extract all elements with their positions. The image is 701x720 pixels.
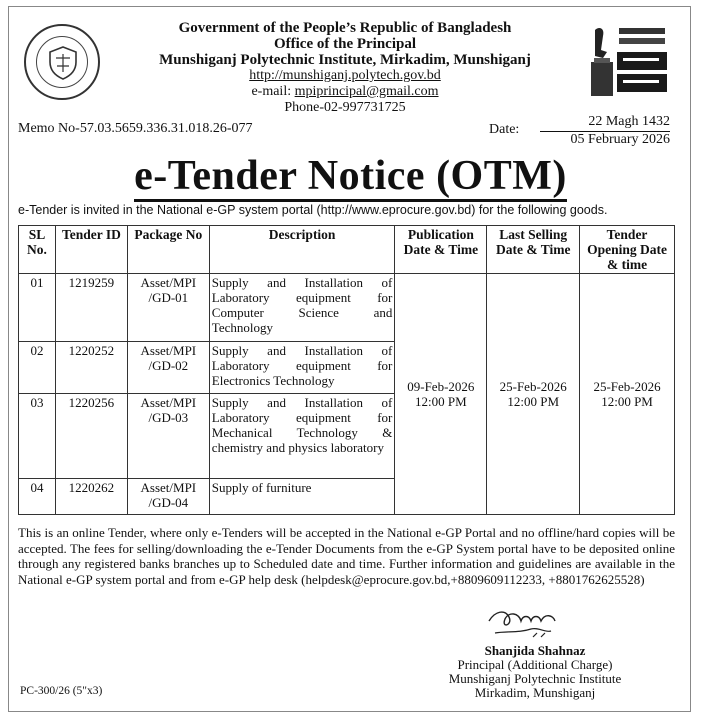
cell-publication [395, 274, 487, 515]
cell-opening [580, 274, 675, 515]
cell-sl: 04 [19, 479, 56, 515]
terms-paragraph: This is an online Tender, where only e-Tenders will be accepted in the National e-GP Portal and no offline/hard copies will be accepted. The fees for selling/downloading the e-Tender Documents from the e-GP System portal have to be deposited online through any registered banks branches up to Scheduled date and time. Further information and guidelines are available in the National e-GP system portal and from e-GP help desk (helpdesk@eprocure.gov.bd,+8809609112233, +8801762625528) [18, 525, 675, 587]
cell-description: Supply and Installation of Laboratory equipment for Computer Science and Technology [209, 274, 395, 342]
memo-number: Memo No-57.03.5659.336.31.018.26-077 [18, 121, 253, 136]
publication-date: 09-Feb-2026 [407, 379, 475, 394]
cell-package: Asset/MPI /GD-04 [127, 479, 209, 515]
cell-package: Asset/MPI /GD-03 [127, 394, 209, 479]
header-last-selling: Last Selling Date & Time [487, 226, 580, 274]
header-description: Description [209, 226, 395, 274]
cell-tender-id: 1220256 [55, 394, 127, 479]
cell-sl: 01 [19, 274, 56, 342]
cell-description: Supply and Installation of Laboratory equipment for Mechanical Technology & chemistry and physics laboratory [209, 394, 395, 479]
date-block [540, 114, 670, 148]
notice-title-text: e-Tender Notice (OTM) [134, 153, 567, 202]
institute-seal [24, 24, 100, 100]
cell-tender-id: 1220262 [55, 479, 127, 515]
cell-tender-id: 1220252 [55, 342, 127, 394]
last-selling-time: 12:00 PM [507, 394, 560, 409]
office-title: Office of the Principal [273, 36, 417, 52]
signatory-designation: Principal (Additional Charge) [457, 657, 613, 672]
header-opening: Tender Opening Date & time [580, 226, 675, 274]
header-tender-id: Tender ID [55, 226, 127, 274]
cell-last-selling [487, 274, 580, 515]
institute-title: Munshiganj Polytechnic Institute, Mirkadim, Munshiganj [159, 52, 531, 68]
signatory-institute: Munshiganj Polytechnic Institute [448, 671, 622, 686]
pc-code: PC-300/26 (5"x3) [20, 685, 103, 697]
cell-tender-id: 1219259 [55, 274, 127, 342]
tender-table [18, 225, 675, 515]
date-label: Date: [489, 122, 520, 137]
intro-text: e-Tender is invited in the National e-GP system portal (http://www.eprocure.gov.bd) for the following goods. [18, 203, 608, 217]
website-link[interactable]: http://munshiganj.polytech.gov.bd [249, 68, 441, 83]
table-header-row [19, 226, 675, 274]
signatory-location: Mirkadim, Munshiganj [474, 685, 596, 700]
last-selling-date: 25-Feb-2026 [499, 379, 567, 394]
date-bangla: 22 Magh 1432 [540, 114, 670, 132]
header-package: Package No [127, 226, 209, 274]
cell-sl: 03 [19, 394, 56, 479]
signatory-block [410, 644, 660, 700]
date-english: 05 February 2026 [570, 132, 670, 147]
publication-time: 12:00 PM [415, 394, 467, 409]
header-sl: SL No. [19, 226, 56, 274]
shield-icon [48, 46, 78, 80]
office-header [110, 20, 580, 116]
government-title: Government of the People’s Republic of Bangladesh [178, 20, 512, 36]
cell-package: Asset/MPI /GD-01 [127, 274, 209, 342]
email-label: e-mail: [251, 84, 295, 99]
cell-description: Supply of furniture [209, 479, 395, 515]
signature-image [475, 603, 585, 645]
header-publication: Publication Date & Time [395, 226, 487, 274]
election-logo [585, 22, 671, 104]
phone-number: Phone-02-997731725 [284, 100, 406, 115]
signatory-name: Shanjida Shahnaz [484, 643, 586, 658]
table-row [19, 274, 675, 342]
email-link[interactable]: mpiprincipal@gmail.com [294, 84, 439, 99]
cell-package: Asset/MPI /GD-02 [127, 342, 209, 394]
cell-sl: 02 [19, 342, 56, 394]
opening-date: 25-Feb-2026 [593, 379, 661, 394]
cell-description: Supply and Installation of Laboratory equipment for Electronics Technology [209, 342, 395, 394]
notice-title [0, 152, 701, 200]
opening-time: 12:00 PM [601, 394, 653, 409]
